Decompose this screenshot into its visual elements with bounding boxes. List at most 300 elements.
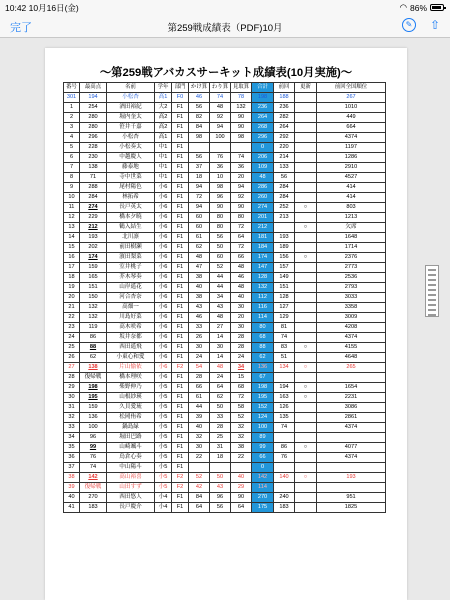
table-cell: 29 [64, 383, 80, 393]
table-cell: 3009 [317, 313, 386, 323]
table-cell: 56 [210, 503, 231, 513]
table-cell: 286 [252, 183, 274, 193]
table-cell [295, 333, 317, 343]
table-cell: F1 [172, 453, 189, 463]
table-cell: 山田すず [107, 483, 155, 493]
table-cell: 52 [189, 473, 210, 483]
table-cell: 24 [231, 353, 252, 363]
table-cell: 中1 [155, 173, 172, 183]
table-cell: F1 [172, 213, 189, 223]
table-cell: 175 [252, 503, 274, 513]
table-cell: 66 [252, 453, 274, 463]
table-cell: 114 [252, 313, 274, 323]
table-cell: F1 [172, 263, 189, 273]
table-cell: 126 [274, 403, 295, 413]
table-cell: 2793 [317, 283, 386, 293]
table-cell: 88 [252, 343, 274, 353]
table-cell [189, 463, 210, 473]
table-cell: 100 [252, 423, 274, 433]
table-cell: F1 [172, 223, 189, 233]
table-cell: 116 [252, 303, 274, 313]
table-cell: 134 [274, 363, 295, 373]
table-cell: 28 [231, 333, 252, 343]
table-cell: 尾村陽色 [107, 183, 155, 193]
table-cell: 30 [64, 393, 80, 403]
table-cell: 37 [64, 463, 80, 473]
table-row [64, 173, 386, 183]
table-cell: 3086 [317, 403, 386, 413]
table-cell: 高2 [155, 113, 172, 123]
table-cell: 小6 [155, 333, 172, 343]
table-cell: 89 [252, 433, 274, 443]
table-cell: 64 [210, 383, 231, 393]
table-cell: F1 [172, 343, 189, 353]
table-cell [295, 483, 317, 493]
table-cell: 72 [231, 243, 252, 253]
table-cell: 32 [64, 413, 80, 423]
table-row [64, 313, 386, 323]
table-cell: 36 [210, 163, 231, 173]
table-cell: 河合杏奈 [107, 293, 155, 303]
table-cell: 片山愉依 [107, 363, 155, 373]
table-cell: F1 [172, 283, 189, 293]
table-cell: 44 [210, 273, 231, 283]
table-cell: F1 [172, 333, 189, 343]
table-row [64, 453, 386, 463]
table-cell: 2376 [317, 253, 386, 263]
table-cell [295, 173, 317, 183]
table-row [64, 463, 386, 473]
table-cell: 201 [252, 213, 274, 223]
table-cell: 264 [252, 113, 274, 123]
table-cell [295, 93, 317, 103]
table-cell: 36 [231, 163, 252, 173]
table-cell: 44 [189, 403, 210, 413]
table-cell: ○ [295, 253, 317, 263]
table-cell: 2773 [317, 263, 386, 273]
table-cell: 56 [210, 233, 231, 243]
table-cell: 3033 [317, 293, 386, 303]
table-cell: 664 [317, 123, 386, 133]
table-cell: 61 [189, 393, 210, 403]
share-icon[interactable]: ⇧ [429, 18, 441, 32]
table-cell: 50 [210, 243, 231, 253]
page-scroller[interactable] [425, 265, 439, 317]
table-row [64, 443, 386, 453]
table-cell: 34 [231, 363, 252, 373]
table-cell: 小6 [155, 243, 172, 253]
table-row [64, 433, 386, 443]
table-cell: 183 [274, 503, 295, 513]
table-row [64, 103, 386, 113]
table-cell: 92 [231, 193, 252, 203]
table-cell: 228 [80, 143, 107, 153]
table-cell: 28 [210, 423, 231, 433]
table-cell: 4527 [317, 173, 386, 183]
table-cell: 96 [80, 433, 107, 443]
table-cell: 133 [274, 163, 295, 173]
table-cell: 大2 [155, 103, 172, 113]
table-cell: ○ [295, 473, 317, 483]
table-cell: 94 [189, 183, 210, 193]
table-cell: 99 [80, 443, 107, 453]
table-cell: 264 [274, 123, 295, 133]
table-cell: 中山陽斗 [107, 463, 155, 473]
table-cell: 久貝愛琉 [107, 403, 155, 413]
markup-pen-icon[interactable]: ✎ [402, 18, 416, 32]
table-cell: F1 [172, 233, 189, 243]
table-cell: 188 [274, 93, 295, 103]
table-row [64, 373, 386, 383]
table-cell: 32 [231, 433, 252, 443]
table-cell [295, 113, 317, 123]
table-cell: 藤泰地 [107, 163, 155, 173]
table-cell: 28 [189, 373, 210, 383]
table-cell: 254 [80, 103, 107, 113]
table-cell [317, 433, 386, 443]
wifi-icon: ◠ [399, 2, 407, 12]
table-cell: 80 [210, 213, 231, 223]
table-cell: 150 [80, 293, 107, 303]
table-cell: 136 [252, 363, 274, 373]
table-cell: F1 [172, 183, 189, 193]
table-cell: F1 [172, 373, 189, 383]
table-cell [295, 283, 317, 293]
table-cell: 165 [80, 273, 107, 283]
table-cell: 414 [317, 183, 386, 193]
table-cell: 室井桃子 [107, 263, 155, 273]
table-cell [189, 143, 210, 153]
table-row [64, 213, 386, 223]
table-cell: 152 [252, 403, 274, 413]
table-cell: 18 [210, 453, 231, 463]
table-cell: 229 [80, 213, 107, 223]
table-cell: 1825 [317, 503, 386, 513]
table-cell: 100 [210, 133, 231, 143]
table-cell: 80 [231, 213, 252, 223]
table-cell: 80 [252, 323, 274, 333]
table-cell: 54 [189, 363, 210, 373]
table-row [64, 283, 386, 293]
table-cell: F1 [172, 383, 189, 393]
table-cell: 濱田梨菜 [107, 253, 155, 263]
table-cell: 193 [317, 473, 386, 483]
column-header: 合計 [252, 83, 274, 93]
table-cell: 32 [231, 423, 252, 433]
pdf-page[interactable] [45, 48, 407, 600]
table-cell: F1 [172, 433, 189, 443]
table-cell: F1 [172, 193, 189, 203]
table-cell: 27 [210, 323, 231, 333]
table-cell: 30 [189, 343, 210, 353]
table-cell: 112 [252, 293, 274, 303]
table-cell: 189 [274, 243, 295, 253]
table-cell: 38 [231, 443, 252, 453]
table-row [64, 293, 386, 303]
table-cell: 414 [317, 193, 386, 203]
table-cell: 4374 [317, 333, 386, 343]
table-cell: 195 [80, 393, 107, 403]
table-cell: 4077 [317, 443, 386, 453]
status-time: 10:42 10月16日(金) [5, 3, 79, 13]
table-cell: 66 [231, 253, 252, 263]
table-cell: 951 [317, 493, 386, 503]
table-cell: 堀田巴路 [107, 433, 155, 443]
table-cell: 138 [80, 163, 107, 173]
table-cell: 151 [274, 283, 295, 293]
table-cell: 214 [274, 153, 295, 163]
table-row [64, 253, 386, 263]
table-cell: 25 [210, 433, 231, 443]
table-cell: 中1 [155, 153, 172, 163]
table-cell [295, 413, 317, 423]
table-cell: 30 [189, 443, 210, 453]
table-cell: 柴野伸乃 [107, 383, 155, 393]
table-row [64, 383, 386, 393]
table-cell: 74 [274, 423, 295, 433]
table-cell: 71 [80, 173, 107, 183]
table-cell: F1 [172, 503, 189, 513]
table-cell: 124 [252, 413, 274, 423]
table-cell: 15 [231, 373, 252, 383]
table-cell: 88 [80, 343, 107, 353]
table-cell: 8 [64, 173, 80, 183]
table-cell: 213 [274, 213, 295, 223]
column-header: かけ算 [189, 83, 210, 93]
table-cell: 40 [231, 473, 252, 483]
table-cell: 18 [189, 173, 210, 183]
table-cell: 37 [189, 163, 210, 173]
table-cell: 堀内奎太 [107, 113, 155, 123]
table-cell: 236 [252, 103, 274, 113]
table-cell: 笹井千嘉 [107, 123, 155, 133]
table-cell: 76 [274, 453, 295, 463]
table-cell: 67 [252, 373, 274, 383]
table-cell: 90 [231, 493, 252, 503]
table-cell: 11 [64, 203, 80, 213]
table-cell: 198 [80, 383, 107, 393]
table-cell: 50 [210, 403, 231, 413]
table-cell: 292 [274, 133, 295, 143]
table-cell: 132 [80, 303, 107, 313]
column-header: 前回 [274, 83, 295, 93]
table-cell [295, 153, 317, 163]
table-cell: 小5 [155, 453, 172, 463]
table-cell: 小5 [155, 433, 172, 443]
table-row [64, 333, 386, 343]
table-cell: 68 [231, 383, 252, 393]
table-cell: 北川凛 [107, 233, 155, 243]
table-cell: 24 [64, 333, 80, 343]
table-cell: 小4 [155, 503, 172, 513]
table-cell [274, 463, 295, 473]
table-cell: 9 [64, 183, 80, 193]
table-cell: 復帰戦 [80, 373, 107, 383]
table-cell: 長戸英太 [107, 203, 155, 213]
table-cell: F1 [172, 113, 189, 123]
document-title: 第259戦成績表（PDF)10月 [167, 23, 283, 34]
table-cell [295, 503, 317, 513]
table-cell: 48 [210, 103, 231, 113]
table-cell: F1 [172, 123, 189, 133]
table-cell: 20 [231, 313, 252, 323]
table-cell: F1 [172, 163, 189, 173]
table-cell: 46 [231, 273, 252, 283]
table-cell: 14 [64, 233, 80, 243]
table-cell: 66 [189, 383, 210, 393]
table-cell: 山根紗瑛 [107, 393, 155, 403]
table-cell [295, 273, 317, 283]
nav-bar [0, 14, 450, 38]
table-cell [317, 373, 386, 383]
table-cell: 2910 [317, 163, 386, 173]
table-row [64, 193, 386, 203]
nav-actions [402, 18, 442, 32]
table-cell: 欠席 [317, 223, 386, 233]
table-cell: 44 [210, 283, 231, 293]
table-row [64, 363, 386, 373]
table-cell: 184 [252, 243, 274, 253]
table-cell: 198 [252, 93, 274, 103]
table-cell: 小5 [155, 393, 172, 403]
table-cell: F1 [172, 253, 189, 263]
table-cell: 135 [274, 413, 295, 423]
column-header: 学年 [155, 83, 172, 93]
table-cell: 小6 [155, 283, 172, 293]
table-cell: 42 [189, 483, 210, 493]
table-cell [295, 423, 317, 433]
table-cell: 268 [252, 123, 274, 133]
table-cell: 山崎颯斗 [107, 443, 155, 453]
table-cell: 1197 [317, 143, 386, 153]
table-cell: ○ [295, 443, 317, 453]
table-cell: 56 [274, 173, 295, 183]
table-cell: 長戸慶介 [107, 503, 155, 513]
table-cell: 81 [274, 323, 295, 333]
table-cell [210, 463, 231, 473]
table-cell: ○ [295, 343, 317, 353]
table-cell: 4374 [317, 453, 386, 463]
table-cell: F2 [172, 483, 189, 493]
table-cell: 34 [64, 433, 80, 443]
column-header: 名前 [107, 83, 155, 93]
table-cell: 36 [64, 453, 80, 463]
table-row [64, 153, 386, 163]
table-cell: 鍋島緑 [107, 423, 155, 433]
table-cell: 39 [64, 483, 80, 493]
table-cell: 98 [189, 133, 210, 143]
table-cell: 174 [80, 253, 107, 263]
table-cell: 小6 [155, 353, 172, 363]
table-cell: 301 [64, 93, 80, 103]
table-cell: F1 [172, 103, 189, 113]
table-cell: 4155 [317, 343, 386, 353]
table-cell: 0 [252, 143, 274, 153]
table-cell: 2536 [317, 273, 386, 283]
table-cell: 小6 [155, 263, 172, 273]
table-cell [295, 323, 317, 333]
table-cell [295, 263, 317, 273]
table-cell: 129 [274, 313, 295, 323]
table-cell: 小6 [155, 313, 172, 323]
table-cell: 1648 [317, 233, 386, 243]
table-cell: 60 [210, 253, 231, 263]
table-cell: 230 [80, 153, 107, 163]
column-header: 番号 [64, 83, 80, 93]
table-cell [295, 103, 317, 113]
table-cell: F1 [172, 203, 189, 213]
table-cell: 前田樹瀬 [107, 243, 155, 253]
table-cell: 4374 [317, 423, 386, 433]
table-cell: 98 [210, 183, 231, 193]
table-cell: 61 [189, 233, 210, 243]
table-cell: 中越慶人 [107, 153, 155, 163]
table-cell: 21 [64, 303, 80, 313]
table-cell: 小松奏太 [107, 143, 155, 153]
table-cell: 181 [252, 233, 274, 243]
table-cell: 72 [189, 193, 210, 203]
table-cell: 20 [64, 293, 80, 303]
table-cell: 38 [189, 273, 210, 283]
table-cell: ○ [295, 383, 317, 393]
table-row [64, 393, 386, 403]
table-cell: 114 [252, 483, 274, 493]
table-cell: F1 [172, 173, 189, 183]
table-cell: 52 [231, 413, 252, 423]
done-button[interactable]: 完了 [10, 22, 32, 34]
table-cell: 99 [252, 443, 274, 453]
table-cell: F1 [172, 353, 189, 363]
table-cell: 40 [189, 283, 210, 293]
table-cell: 76 [80, 453, 107, 463]
table-row [64, 353, 386, 363]
column-header: 見取算 [231, 83, 252, 93]
table-cell: 中1 [155, 143, 172, 153]
table-cell: 74 [210, 93, 231, 103]
table-cell: 松岡侑希 [107, 413, 155, 423]
table-cell: 4648 [317, 353, 386, 363]
table-cell: 0 [252, 463, 274, 473]
table-cell: 50 [210, 473, 231, 483]
table-cell [295, 313, 317, 323]
table-cell: 142 [80, 473, 107, 483]
table-cell: 小5 [155, 413, 172, 423]
table-cell: 47 [189, 263, 210, 273]
table-cell: 中1 [155, 163, 172, 173]
table-cell: 1654 [317, 383, 386, 393]
table-cell: 1213 [317, 213, 386, 223]
battery-icon [430, 4, 444, 11]
table-cell [295, 373, 317, 383]
table-cell [274, 223, 295, 233]
table-cell: F1 [172, 153, 189, 163]
table-cell [274, 433, 295, 443]
table-cell: 74 [80, 463, 107, 473]
table-cell: 280 [80, 113, 107, 123]
table-cell: 小6 [155, 373, 172, 383]
table-row [64, 233, 386, 243]
table-cell: 32 [189, 433, 210, 443]
table-cell: 小6 [155, 303, 172, 313]
status-right [400, 2, 444, 13]
table-cell: 48 [189, 253, 210, 263]
table-cell: 小5 [155, 463, 172, 473]
table-cell: 13 [64, 223, 80, 233]
table-cell: 33 [64, 423, 80, 433]
table-cell: F1 [172, 143, 189, 153]
table-row [64, 93, 386, 103]
table-cell: 坂井奈都 [107, 333, 155, 343]
